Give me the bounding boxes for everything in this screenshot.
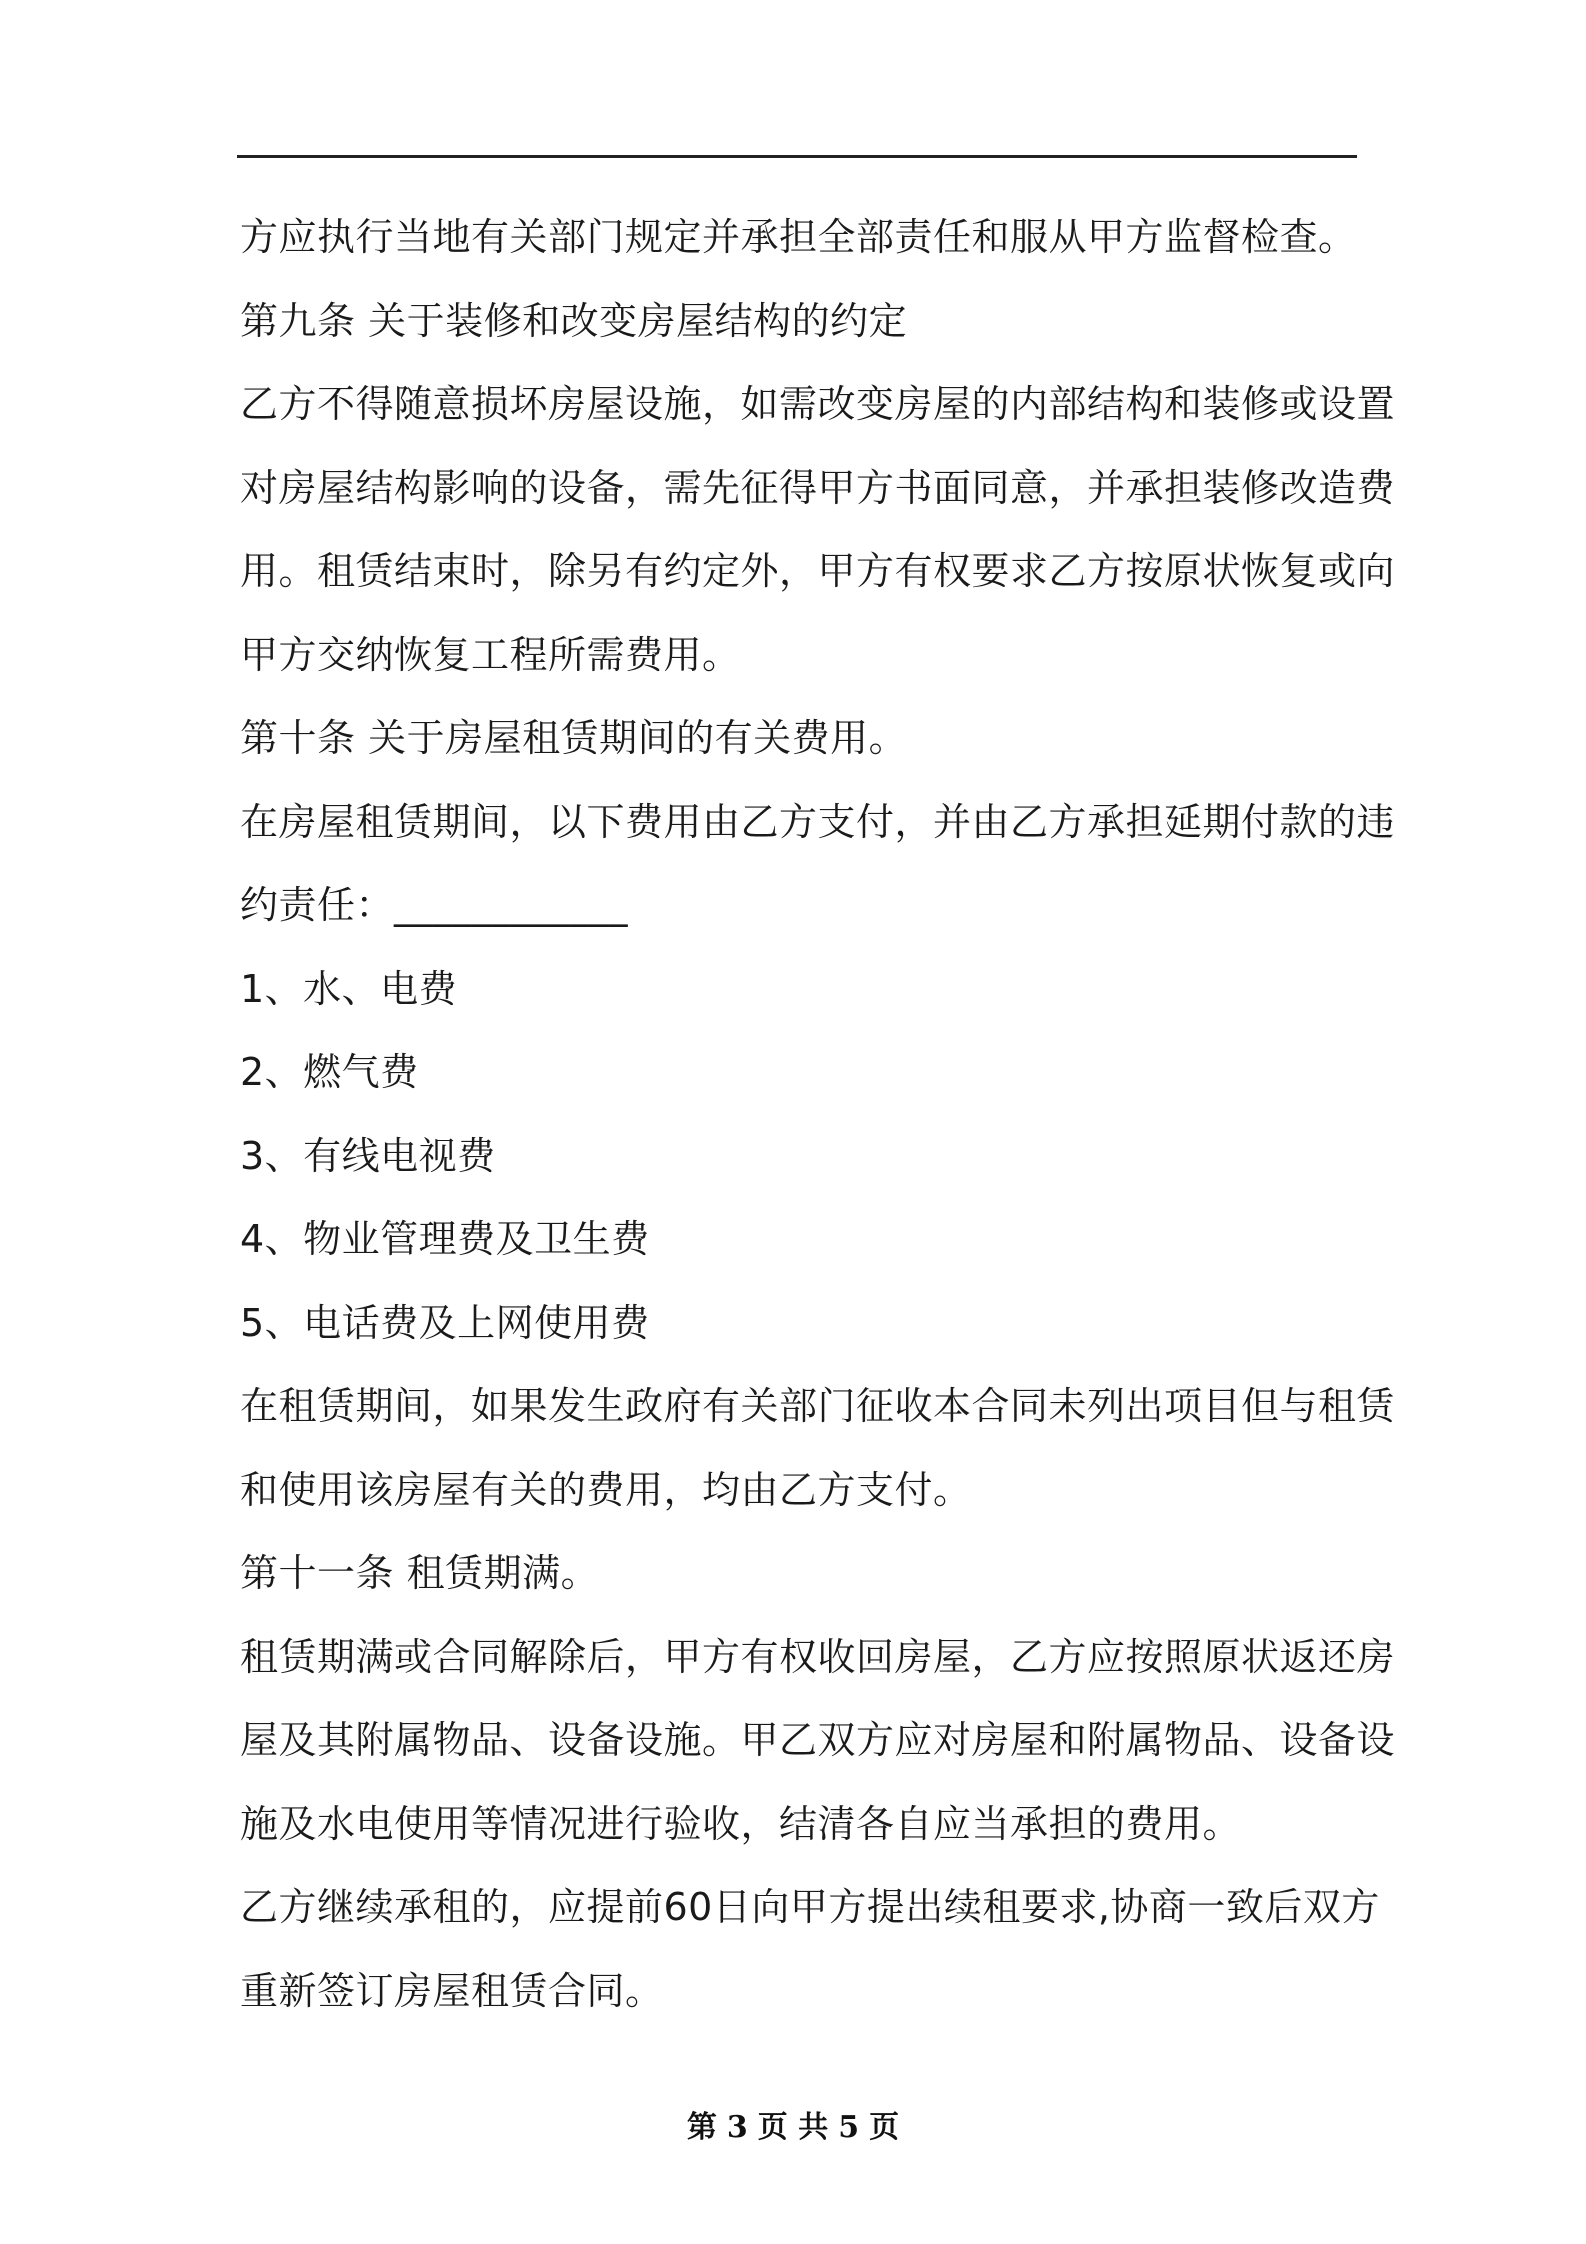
footer-suffix: 页: [869, 2110, 900, 2145]
article-10-heading: 第十条 关于房屋租赁期间的有关费用。: [240, 716, 908, 760]
header-rule: [237, 155, 1357, 158]
body-line: 甲方交纳恢复工程所需费用。: [240, 632, 741, 677]
page-footer: [0, 2102, 1586, 2146]
body-line: 乙方不得随意损坏房屋设施，如需改变房屋的内部结构和装修或设置: [240, 382, 1396, 426]
list-item: 5、电话费及上网使用费: [240, 1300, 650, 1345]
article-11-heading: 第十一条 租赁期满。: [240, 1551, 600, 1595]
body-line: 施及水电使用等情况进行验收，结清各自应当承担的费用。: [240, 1801, 1242, 1846]
footer-prefix: 第: [686, 2110, 717, 2145]
footer-middle: 页 共: [757, 2110, 829, 2145]
page-total: 5: [838, 2110, 860, 2145]
document-body: [240, 196, 1396, 2033]
page-number: 3: [726, 2110, 748, 2145]
body-line: 约责任：____________: [240, 883, 629, 927]
list-item: 1、水、电费: [240, 966, 458, 1011]
body-line: 租赁期满或合同解除后，甲方有权收回房屋，乙方应按照原状返还房: [240, 1634, 1396, 1679]
article-9-heading: 第九条 关于装修和改变房屋结构的约定: [240, 298, 908, 343]
body-line: 在租赁期间，如果发生政府有关部门征收本合同未列出项目但与租赁: [240, 1384, 1396, 1428]
body-line: 屋及其附属物品、设备设施。甲乙双方应对房屋和附属物品、设备设: [240, 1718, 1396, 1762]
body-line: 乙方继续承租的，应提前60日向甲方提出续租要求,协商一致后双方: [240, 1885, 1380, 1929]
body-line: 和使用该房屋有关的费用，均由乙方支付。: [240, 1467, 972, 1512]
body-line: 方应执行当地有关部门规定并承担全部责任和服从甲方监督检查。: [240, 215, 1357, 259]
body-line: 用。租赁结束时，除另有约定外，甲方有权要求乙方按原状恢复或向: [240, 549, 1396, 593]
list-item: 3、有线电视费: [240, 1133, 496, 1178]
body-line: 对房屋结构影响的设备，需先征得甲方书面同意，并承担装修改造费: [240, 465, 1396, 510]
list-item: 2、燃气费: [240, 1050, 419, 1094]
body-line: 在房屋租赁期间，以下费用由乙方支付，并由乙方承担延期付款的违: [240, 799, 1396, 844]
body-line: 重新签订房屋租赁合同。: [240, 1968, 664, 2013]
list-item: 4、物业管理费及卫生费: [240, 1217, 650, 1261]
